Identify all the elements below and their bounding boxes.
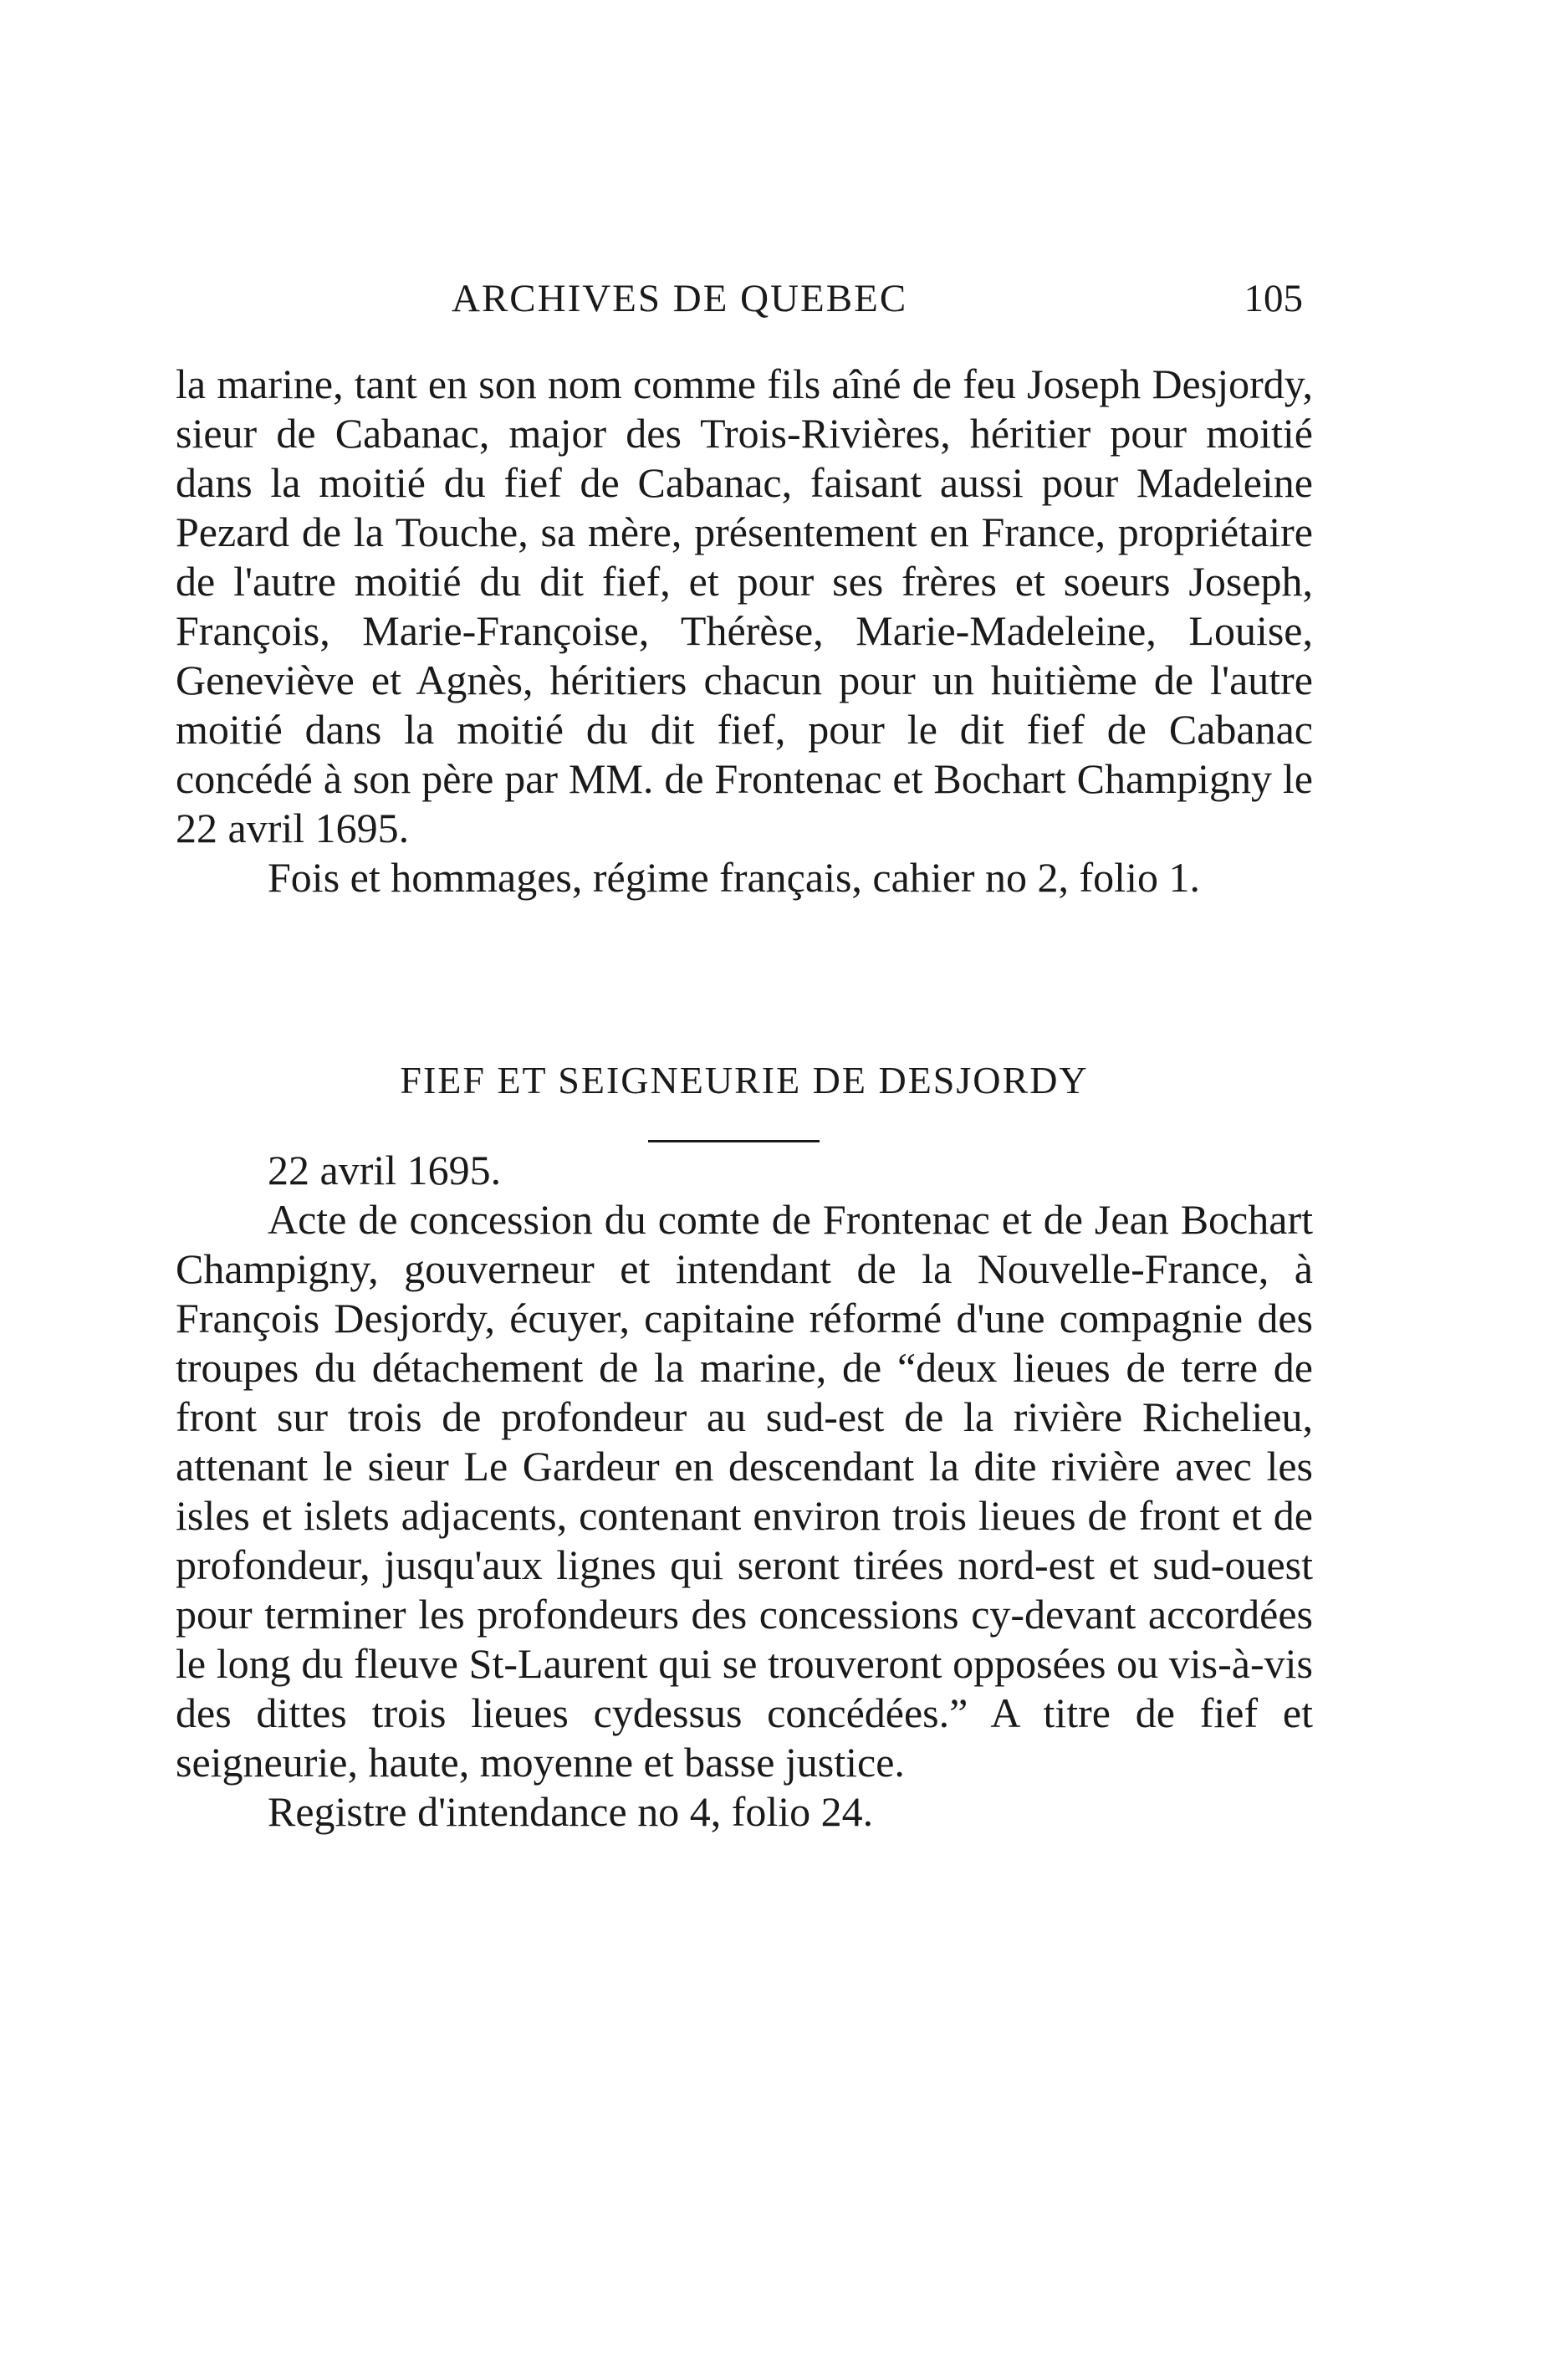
running-title: ARCHIVES DE QUEBEC bbox=[452, 277, 908, 320]
page-number: 105 bbox=[1244, 277, 1303, 320]
title-divider bbox=[648, 1140, 820, 1142]
section-date: 22 avril 1695. bbox=[268, 1147, 502, 1193]
running-head bbox=[176, 276, 1313, 326]
section-title: FIEF ET SEIGNEURIE DE DESJORDY bbox=[400, 1059, 1089, 1101]
continuation-paragraph: la marine, tant en son nom comme fils aîné de feu Joseph Desjordy, sieur de Cabanac, major des Trois-Rivières, héritier pour moitié dans la moitié du fief de Cabanac, faisant aussi pour Madeleine Pezard de la Touche, sa mère, présentement en France, propriétaire de l'autre moitié du dit fief, et pour ses frères et soeurs Joseph, François, Marie-Françoise, Thérèse, Marie-Madeleine, Louise, Geneviève et Agnès, héritiers chacun pour un huitième de l'autre moitié dans la moitié du dit fief, pour le dit fief de Cabanac concédé à son père par MM. de Frontenac et Bochart Champigny le 22 avril 1695. bbox=[176, 360, 1313, 851]
section-reference: Registre d'intendance no 4, folio 24. bbox=[268, 1788, 874, 1835]
section-paragraph: Acte de concession du comte de Frontenac et de Jean Bochart Champigny, gouverneur et intendant de la Nouvelle-France, à François Desjordy, écuyer, capitaine réformé d'une compagnie des troupes du détachement de la marine, de “deux lieues de terre de front sur trois de profondeur au sud-est de la rivière Richelieu, attenant le sieur Le Gardeur en descendant la dite rivière avec les isles et islets adjacents, contenant environ trois lieues de front et de profondeur, jusqu'aux lignes qui seront tirées nord-est et sud-ouest pour terminer les profondeurs des concessions cy-devant accordées le long du fleuve St-Laurent qui se trouveront opposées ou vis-à-vis des dittes trois lieues cydessus concédées.” A titre de fief et seigneurie, haute, moyenne et basse justice. bbox=[176, 1196, 1313, 1786]
continuation-reference: Fois et hommages, régime français, cahier no 2, folio 1. bbox=[268, 854, 1200, 901]
section-text bbox=[176, 1146, 1313, 1837]
continuation-text bbox=[176, 360, 1313, 902]
